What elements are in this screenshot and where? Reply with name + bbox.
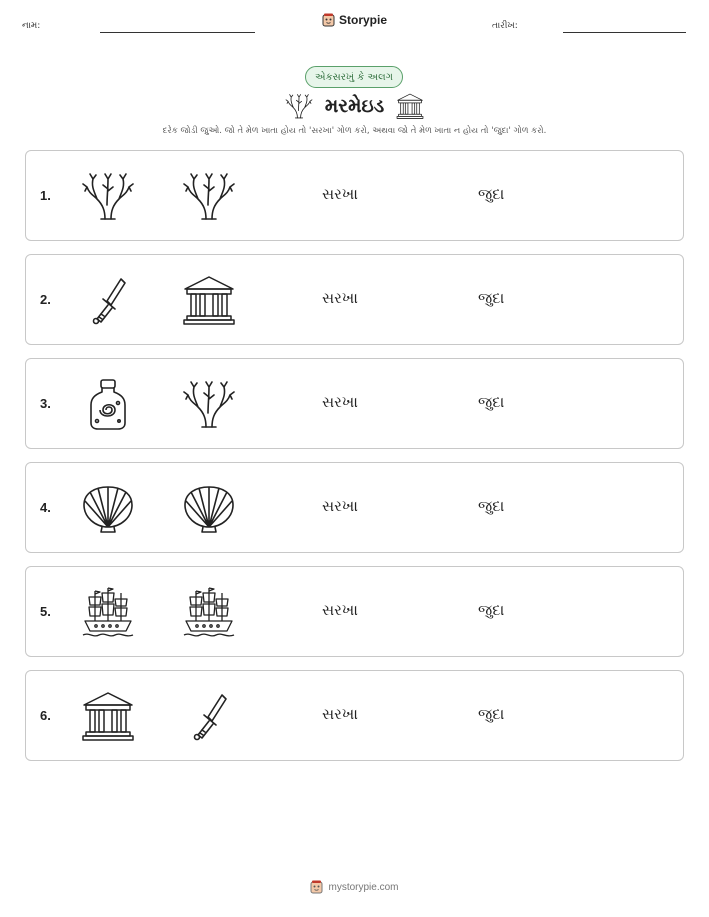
footer-url[interactable]: mystorypie.com: [328, 881, 399, 893]
question-number: 1.: [40, 188, 51, 203]
storypie-logo-icon: [322, 13, 335, 27]
brand-name: Storypie: [339, 13, 388, 27]
name-field[interactable]: [100, 32, 255, 33]
seashell-icon: [182, 481, 236, 535]
same-option[interactable]: સરખા: [322, 393, 358, 411]
bottle-icon: [81, 377, 135, 431]
question-row-2: [25, 254, 684, 345]
different-option[interactable]: જુદા: [478, 705, 505, 723]
dagger-icon: [81, 273, 135, 327]
date-field[interactable]: [563, 32, 686, 33]
question-number: 4.: [40, 500, 51, 515]
question-number: 6.: [40, 708, 51, 723]
dagger-icon: [182, 689, 236, 743]
date-label: તારીખ:: [492, 21, 518, 31]
different-option[interactable]: જુદા: [478, 393, 505, 411]
different-option[interactable]: જુદા: [478, 601, 505, 619]
question-row-3: [25, 358, 684, 449]
temple-icon: [182, 273, 236, 327]
same-option[interactable]: સરખા: [322, 289, 358, 307]
question-row-6: [25, 670, 684, 761]
question-row-4: [25, 462, 684, 553]
ship-icon: [81, 585, 135, 639]
question-row-1: [25, 150, 684, 241]
question-number: 5.: [40, 604, 51, 619]
coral-icon: [182, 377, 236, 431]
same-option[interactable]: સરખા: [322, 185, 358, 203]
coral-icon: [182, 169, 236, 223]
different-option[interactable]: જુદા: [478, 497, 505, 515]
different-option[interactable]: જુદા: [478, 185, 505, 203]
question-number: 3.: [40, 396, 51, 411]
same-option[interactable]: સરખા: [322, 497, 358, 515]
brand-logo: [322, 13, 387, 27]
question-row-5: [25, 566, 684, 657]
worksheet-type-badge: એકસરખું કે અલગ: [305, 66, 403, 88]
coral-icon: [285, 92, 313, 120]
worksheet-title: મરમેઇડ: [324, 95, 385, 117]
ship-icon: [182, 585, 236, 639]
same-option[interactable]: સરખા: [322, 705, 358, 723]
storypie-logo-icon: [310, 880, 323, 894]
same-option[interactable]: સરખા: [322, 601, 358, 619]
different-option[interactable]: જુદા: [478, 289, 505, 307]
temple-icon: [81, 689, 135, 743]
instructions: દરેક જોડી જુઓ. જો તે મેળ ખાતા હોય તો 'સરખા' ગોળ કરો, અથવા જો તે મેળ ખાતા ન હોય તો 'જુદા' ગોળ કરો.: [162, 126, 547, 136]
seashell-icon: [81, 481, 135, 535]
coral-icon: [81, 169, 135, 223]
title-row: [0, 92, 709, 120]
question-number: 2.: [40, 292, 51, 307]
name-label: નામ:: [22, 21, 41, 31]
temple-icon: [396, 92, 424, 120]
footer: [0, 880, 709, 894]
